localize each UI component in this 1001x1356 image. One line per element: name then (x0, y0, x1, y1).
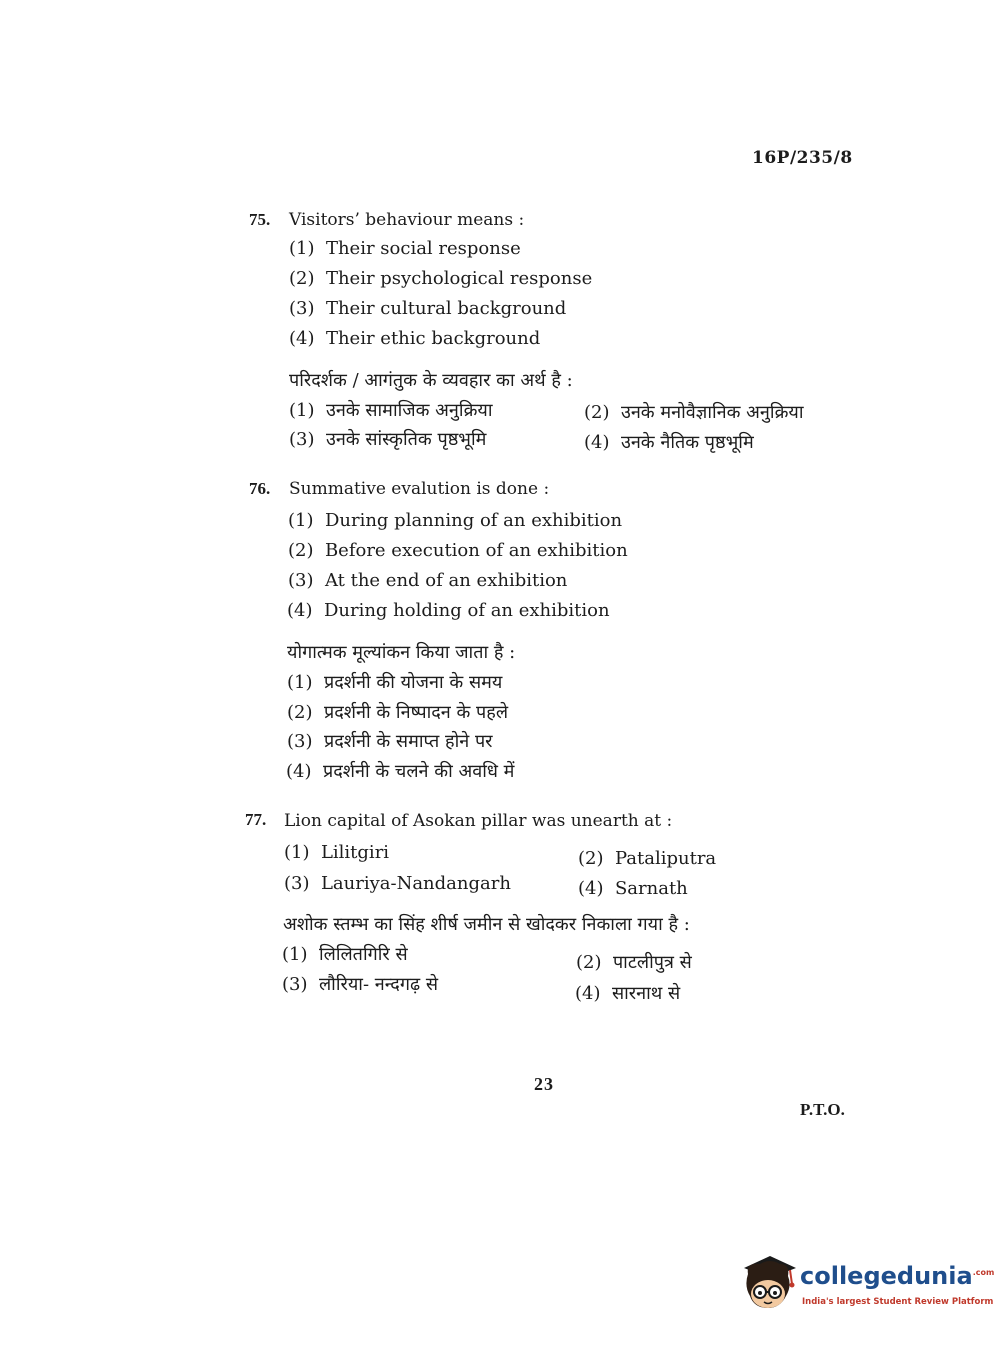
brand-name: collegedunia$^{.com}$ (800, 1262, 995, 1290)
pto-note: P.T.O. (800, 1100, 845, 1119)
paper-code: 16P/235/8 (752, 148, 853, 168)
question-number: 75. (249, 210, 271, 229)
question-number: 77. (245, 810, 267, 829)
question-text-en: Visitors’ behaviour means : (289, 210, 525, 230)
collegedunia-watermark (740, 1248, 995, 1318)
option-en-3: (3) Their cultural background (289, 298, 567, 319)
question-text-hi: अशोक स्तम्भ का सिंह शीर्ष जमीन से खोदकर निकाला गया है : (283, 914, 690, 935)
question-text-en: Summative evalution is done : (289, 479, 550, 499)
option-hi-3: (3) लौरिया- नन्दगढ़ से (282, 974, 439, 995)
question-text-en: Lion capital of Asokan pillar was unearth at : (284, 811, 673, 831)
option-hi-1: (1) प्रदर्शनी की योजना के समय (287, 672, 503, 693)
option-en-1: (1) During planning of an exhibition (288, 510, 623, 531)
option-en-3: (3) At the end of an exhibition (288, 570, 568, 591)
option-en-4: (4) During holding of an exhibition (287, 600, 610, 621)
option-en-4: (4) Sarnath (578, 878, 688, 899)
option-hi-2: (2) पाटलीपुत्र से (576, 952, 692, 973)
question-text-hi: परिदर्शक / आगंतुक के व्यवहार का अर्थ है : (289, 370, 573, 391)
option-en-2: (2) Their psychological response (289, 268, 593, 289)
option-hi-2: (2) प्रदर्शनी के निष्पादन के पहले (287, 702, 509, 723)
option-hi-1: (1) लिलितगिरि से (282, 944, 408, 965)
option-hi-4: (4) प्रदर्शनी के चलने की अवधि में (286, 761, 515, 782)
mascot-icon (740, 1252, 798, 1312)
option-en-1: (1) Lilitgiri (284, 842, 390, 863)
option-en-3: (3) Lauriya-Nandangarh (284, 873, 511, 894)
option-hi-3: (3) उनके सांस्कृतिक पृष्ठभूमि (289, 429, 487, 450)
page-number: 23 (534, 1074, 554, 1094)
brand-tagline: India's largest Student Review Platform (802, 1297, 994, 1307)
option-hi-4: (4) उनके नैतिक पृष्ठभूमि (584, 432, 754, 453)
option-hi-4: (4) सारनाथ से (575, 983, 681, 1004)
option-hi-1: (1) उनके सामाजिक अनुक्रिया (289, 400, 493, 421)
option-en-2: (2) Pataliputra (578, 848, 717, 869)
option-en-2: (2) Before execution of an exhibition (288, 540, 628, 561)
question-number: 76. (249, 479, 271, 498)
option-hi-2: (2) उनके मनोवैज्ञानिक अनुक्रिया (584, 402, 804, 423)
question-text-hi: योगात्मक मूल्यांकन किया जाता है : (287, 642, 516, 663)
option-hi-3: (3) प्रदर्शनी के समाप्त होने पर (287, 731, 493, 752)
option-en-4: (4) Their ethic background (289, 328, 541, 349)
option-en-1: (1) Their social response (289, 238, 521, 259)
